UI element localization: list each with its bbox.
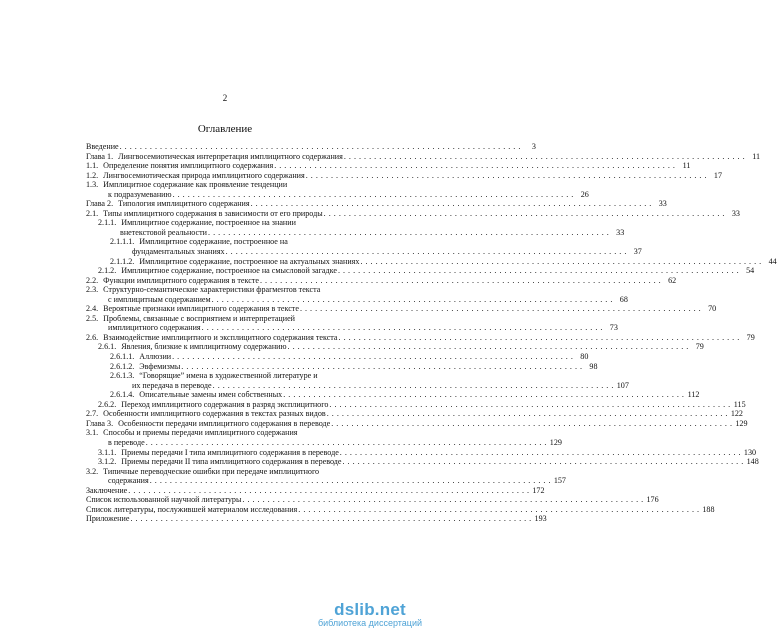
toc-page-number: 129 — [549, 437, 562, 447]
toc-entry — [86, 266, 755, 276]
toc-page-number: 112 — [687, 390, 700, 400]
toc-entry-number: 2.6.1.4. — [110, 390, 135, 400]
toc-page-number: 26 — [580, 189, 589, 199]
toc-entry-number: 3.1.2. — [98, 457, 117, 467]
toc-entry-title: Функции имплицитного содержания в тексте — [103, 275, 259, 285]
dot-leader: . . . . . . . . . . . . . . . . . . . . . . . . . . . . . . . . . . . . . . . . . . . . . . . . . . . . . . . . . . . . . . . . . . . . . . . . . . . . . . . . — [225, 247, 627, 257]
toc-entry-title: Список литературы, послужившей материалом исследования — [86, 504, 298, 514]
dot-leader: . . . . . . . . . . . . . . . . . . . . . . . . . . . . . . . . . . . . . . . . . . . . . . . . . . . . . . . . . . . . . . . . . . . . . . . . . . . . . . . . — [287, 342, 689, 352]
toc-page-number: 11 — [752, 151, 761, 161]
toc-entry-title: Особенности имплицитного содержания в текстах разных видов — [103, 409, 326, 419]
toc-page-number: 44 — [768, 256, 777, 266]
dot-leader: . . . . . . . . . . . . . . . . . . . . . . . . . . . . . . . . . . . . . . . . . . . . . . . . . . . . . . . . . . . . . . . . . . . . . . . . . . . . . . . . — [299, 304, 702, 314]
dot-leader: . . . . . . . . . . . . . . . . . . . . . . . . . . . . . . . . . . . . . . . . . . . . . . . . . . . . . . . . . . . . . . . . . . . . . . . . . . . . . . . . — [274, 161, 676, 171]
toc-page-number: 68 — [619, 294, 628, 304]
dot-leader: . . . . . . . . . . . . . . . . . . . . . . . . . . . . . . . . . . . . . . . . . . . . . . . . . . . . . . . . . . . . . . . . . . . . . . . . . . . . . . . . — [323, 208, 725, 218]
toc-entry — [86, 371, 629, 390]
toc-entry-title: Типичные переводческие ошибки при передаче имплицитного — [103, 466, 320, 476]
toc-page-number: 98 — [589, 361, 598, 371]
toc-page-number: 33 — [616, 227, 625, 237]
toc-entry-title: Типология имплицитного содержания — [118, 199, 250, 209]
toc-entry — [86, 142, 536, 152]
toc-entry — [86, 256, 777, 267]
toc-entry-number: 3.2. — [86, 466, 99, 476]
toc-entry-title: Лингвосемиотическая природа имплицитного содержания — [103, 170, 305, 180]
toc-entry — [86, 409, 743, 419]
toc-entry-title: Имплицитное содержание как проявление тенденции — [103, 180, 288, 190]
toc-entry-number: 3.1.1. — [98, 447, 117, 457]
toc-entry — [86, 180, 589, 199]
dot-leader: . . . . . . . . . . . . . . . . . . . . . . . . . . . . . . . . . . . . . . . . . . . . . . . . . . . . . . . . . . . . . . . . . . . . . . . . . . . . . . . . — [145, 437, 547, 447]
toc-entry — [86, 151, 761, 162]
toc-page-number: 33 — [731, 208, 740, 218]
toc-entry — [86, 399, 746, 410]
toc-entry-title: Приемы передачи I типа имплицитного содержания в переводе — [121, 447, 339, 457]
toc-entry-title: Способы и приемы передачи имплицитного содержания — [103, 428, 298, 438]
toc-entry — [86, 428, 562, 447]
toc-entry-title: Эвфемизмы — [139, 361, 181, 371]
toc-entry-number: 3.1. — [86, 428, 99, 438]
toc-entry-title: Вероятные признаки имплицитного содержания в тексте — [103, 304, 299, 314]
toc-entry — [86, 275, 677, 286]
toc-entry-number: 1.1. — [86, 161, 99, 171]
toc-entry — [86, 418, 748, 429]
toc-entry-title: Проблемы, связанные с восприятием и интерпретацией — [103, 313, 296, 323]
dot-leader: . . . . . . . . . . . . . . . . . . . . . . . . . . . . . . . . . . . . . . . . . . . . . . . . . . . . . . . . . . . . . . . . . . . . . . . . . . . . . . . . — [211, 294, 613, 304]
toc-entry-number: 2.6. — [86, 332, 99, 342]
toc-entry — [86, 313, 618, 333]
toc-title: Оглавление — [197, 123, 253, 135]
dot-leader: . . . . . . . . . . . . . . . . . . . . . . . . . . . . . . . . . . . . . . . . . . . . . . . . . . . . . . . . . . . . . . . . . . . . . . . . . . . . . . . . — [181, 361, 583, 371]
toc-entry-title: их передача в переводе — [132, 380, 212, 390]
toc-entry — [86, 237, 642, 257]
toc-entry — [86, 495, 659, 505]
toc-entry-number: 2.6.1.2. — [110, 361, 135, 371]
toc-page-number: 148 — [746, 457, 759, 467]
toc-entry-number: 2.1.2. — [98, 266, 117, 276]
dot-leader: . . . . . . . . . . . . . . . . . . . . . . . . . . . . . . . . . . . . . . . . . . . . . . . . . . . . . . . . . . . . . . . . . . . . . . . . . . . . . . . . — [172, 189, 574, 199]
toc-entry-number: 2.6.1. — [98, 342, 117, 352]
toc-page-number: 122 — [730, 409, 743, 419]
dot-leader: . . . . . . . . . . . . . . . . . . . . . . . . . . . . . . . . . . . . . . . . . . . . . . . . . . . . . . . . . . . . . . . . . . . . . . . . . . . . . . . . — [338, 332, 740, 342]
toc-entry-number: 1.2. — [86, 170, 99, 180]
toc-entry-title: Имплицитное содержание, построенное на актуальных знаниях — [139, 256, 360, 266]
toc-page-number: 3 — [531, 142, 536, 151]
toc-entry — [86, 199, 667, 209]
dot-leader: . . . . . . . . . . . . . . . . . . . . . . . . . . . . . . . . . . . . . . . . . . . . . . . . . . . . . . . . . . . . . . . . . . . . . . . . . . . . . . . . — [343, 151, 746, 161]
toc-page-number: 176 — [646, 495, 659, 505]
toc-entry-title: Лингвосемиотическая интерпретация имплицитного содержания — [118, 151, 343, 161]
toc-entry-title: в переводе — [108, 437, 145, 447]
toc-entry — [86, 361, 598, 372]
toc-entry-number: 2.3. — [86, 285, 99, 295]
toc-entry — [86, 218, 625, 237]
toc-entry-number: 2.6.2. — [98, 399, 117, 409]
toc-page-number: 54 — [746, 266, 755, 276]
dot-leader: . . . . . . . . . . . . . . . . . . . . . . . . . . . . . . . . . . . . . . . . . . . . . . . . . . . . . . . . . . . . . . . . . . . . . . . . . . . . . . . . — [326, 409, 728, 419]
toc-entry — [86, 457, 759, 467]
toc-entry-title: внетекстовой реальности — [120, 227, 208, 237]
watermark-logo: dslib.net — [334, 600, 406, 619]
dot-leader: . . . . . . . . . . . . . . . . . . . . . . . . . . . . . . . . . . . . . . . . . . . . . . . . . . . . . . . . . . . . . . . . . . . . . . . . . . . . . . . . — [360, 256, 762, 266]
dot-leader: . . . . . . . . . . . . . . . . . . . . . . . . . . . . . . . . . . . . . . . . . . . . . . . . . . . . . . . . . . . . . . . . . . . . . . . . . . . . . . . . — [331, 418, 733, 428]
toc-entry-number: 2.6.1.1. — [110, 352, 135, 362]
toc-entry — [86, 514, 547, 524]
toc-entry-title: Имплицитное содержание, построенное на — [139, 237, 288, 247]
toc-entry-number: 1.3. — [86, 180, 99, 190]
dot-leader: . . . . . . . . . . . . . . . . . . . . . . . . . . . . . . . . . . . . . . . . . . . . . . . . . . . . . . . . . . . . . . . . . . . . . . . . . . . . . . . . — [149, 476, 551, 486]
toc-entry-number: 2.1.1.1. — [110, 237, 135, 247]
toc-page-number: 33 — [658, 199, 667, 209]
toc-entry-number: 2.7. — [86, 409, 99, 419]
toc-entry-title: к подразумеванию — [108, 189, 172, 199]
dot-leader: . . . . . . . . . . . . . . . . . . . . . . . . . . . . . . . . . . . . . . . . . . . . . . . . . . . . . . . . . . . . . . . . . . . . . . . . . . . . . . . . — [337, 266, 740, 276]
toc-page-number: 172 — [532, 485, 545, 495]
dot-leader: . . . . . . . . . . . . . . . . . . . . . . . . . . . . . . . . . . . . . . . . . . . . . . . . . . . . . . . . . . . . . . . . . . . . . . . . . . . . . . . . — [305, 170, 707, 180]
dot-leader: . . . . . . . . . . . . . . . . . . . . . . . . . . . . . . . . . . . . . . . . . . . . . . . . . . . . . . . . . . . . . . . . . . . . . . . . . . . . . . . . — [283, 390, 685, 400]
toc-entry — [86, 285, 628, 304]
toc-entry-title: Переход имплицитного содержания в разряд эксплицитного — [121, 399, 329, 409]
toc-entry-title: имплицитного содержания — [108, 323, 201, 333]
toc-entry-title: с имплицитным содержанием — [108, 294, 211, 304]
toc-entry-number: Глава 2. — [86, 199, 114, 209]
toc-page-number: 193 — [534, 514, 547, 524]
toc-page-number: 79 — [746, 332, 755, 342]
table-of-contents — [86, 142, 777, 524]
toc-page-number: 62 — [668, 275, 677, 285]
toc-entry-title: Явления, близкие к имплицитному содержанию — [121, 342, 287, 352]
toc-page-number: 115 — [733, 399, 746, 409]
toc-entry — [86, 170, 722, 181]
toc-entry-number: 2.1.1.2. — [110, 256, 135, 266]
dot-leader: . . . . . . . . . . . . . . . . . . . . . . . . . . . . . . . . . . . . . . . . . . . . . . . . . . . . . . . . . . . . . . . . . . . . . . . . . . . . . . . . — [172, 352, 574, 362]
toc-page-number: 73 — [609, 323, 618, 333]
toc-entry-title: Введение — [86, 142, 119, 151]
toc-entry-number: 2.4. — [86, 304, 99, 314]
toc-entry-title: Заключение — [86, 485, 128, 495]
dot-leader: . . . . . . . . . . . . . . . . . . . . . . . . . . . . . . . . . . . . . . . . . . . . . . . . . . . . . . . . . . . . . . . . . . . . . . . . . . . . . . . . — [259, 275, 662, 285]
toc-entry — [86, 504, 715, 515]
toc-entry — [86, 304, 717, 314]
toc-entry — [86, 447, 757, 458]
toc-entry-title: Взаимодействие имплицитного и эксплицитного содержания текста — [103, 332, 338, 342]
toc-entry-number: Глава 3. — [86, 418, 114, 428]
toc-entry-title: “Говорящие” имена в художественной литературе и — [139, 371, 318, 381]
toc-entry-title: Определение понятия имплицитного содержания — [103, 161, 274, 171]
toc-entry-title: Приемы передачи II типа имплицитного содержания в переводе — [121, 457, 342, 467]
toc-entry-title: Описательные замены имен собственных — [139, 390, 283, 400]
toc-page-number: 80 — [580, 352, 589, 362]
dot-leader: . . . . . . . . . . . . . . . . . . . . . . . . . . . . . . . . . . . . . . . . . . . . . . . . . . . . . . . . . . . . . . . . . . . . . . . . . . . . . . . . — [298, 504, 700, 514]
toc-page-number: 130 — [743, 447, 757, 457]
toc-page-number: 70 — [708, 304, 717, 314]
toc-page-number: 37 — [633, 247, 642, 257]
dot-leader: . . . . . . . . . . . . . . . . . . . . . . . . . . . . . . . . . . . . . . . . . . . . . . . . . . . . . . . . . . . . . . . . . . . . . . . . . . . . . . . . — [212, 380, 614, 390]
toc-page-number: 17 — [713, 170, 722, 180]
toc-entry-number: 2.1. — [86, 208, 99, 218]
toc-entry-title: Аллюзии — [139, 352, 172, 362]
dot-leader: . . . . . . . . . . . . . . . . . . . . . . . . . . . . . . . . . . . . . . . . . . . . . . . . . . . . . . . . . . . . . . . . . . . . . . . . . . . . . . . . — [201, 323, 603, 333]
page-number: 2 — [222, 93, 228, 103]
dot-leader: . . . . . . . . . . . . . . . . . . . . . . . . . . . . . . . . . . . . . . . . . . . . . . . . . . . . . . . . . . . . . . . . . . . . . . . . . . . . . . . . — [242, 495, 644, 505]
toc-entry-title: Типы имплицитного содержания в зависимости от его природы — [103, 208, 323, 218]
toc-entry — [86, 342, 704, 352]
toc-entry-number: Глава 1. — [86, 151, 114, 161]
dot-leader: . . . . . . . . . . . . . . . . . . . . . . . . . . . . . . . . . . . . . . . . . . . . . . . . . . . . . . . . . . . . . . . . . . . . . . . . . . . . . . . . — [329, 399, 731, 409]
toc-entry-title: Особенности передачи имплицитного содержания в переводе — [118, 418, 331, 428]
watermark-subtitle: библиотека диссертаций — [317, 618, 422, 628]
toc-entry-title: Имплицитное содержание, построенное на знании — [121, 218, 296, 228]
toc-entry — [86, 466, 566, 486]
toc-page-number: 107 — [616, 380, 629, 390]
toc-entry-number: 2.6.1.3. — [110, 371, 135, 381]
toc-entry-number: 2.2. — [86, 275, 99, 285]
toc-page-number: 157 — [553, 476, 566, 486]
toc-entry — [86, 352, 589, 362]
toc-entry — [86, 161, 691, 171]
site-watermark[interactable] — [300, 600, 440, 628]
dot-leader: . . . . . . . . . . . . . . . . . . . . . . . . . . . . . . . . . . . . . . . . . . . . . . . . . . . . . . . . . . . . . . . . . . . . . . . . . . . . . . . . — [119, 142, 521, 151]
toc-page-number: 129 — [735, 418, 748, 428]
dot-leader: . . . . . . . . . . . . . . . . . . . . . . . . . . . . . . . . . . . . . . . . . . . . . . . . . . . . . . . . . . . . . . . . . . . . . . . . . . . . . . . . — [208, 227, 610, 237]
toc-entry-title: содержания — [108, 476, 149, 486]
toc-entry-title: Структурно-семантические характеристики фрагментов текста — [103, 285, 321, 295]
toc-entry — [86, 208, 740, 219]
toc-page-number: 79 — [695, 342, 704, 352]
dot-leader: . . . . . . . . . . . . . . . . . . . . . . . . . . . . . . . . . . . . . . . . . . . . . . . . . . . . . . . . . . . . . . . . . . . . . . . . . . . . . . . . — [250, 199, 652, 209]
toc-entry-number: 2.5. — [86, 313, 99, 323]
toc-entry — [86, 332, 755, 343]
toc-page-number: 188 — [702, 504, 715, 514]
dot-leader: . . . . . . . . . . . . . . . . . . . . . . . . . . . . . . . . . . . . . . . . . . . . . . . . . . . . . . . . . . . . . . . . . . . . . . . . . . . . . . . . — [130, 514, 532, 524]
toc-entry — [86, 485, 545, 496]
toc-entry-title: Имплицитное содержание, построенное на смысловой загадке — [121, 266, 337, 276]
toc-entry — [86, 390, 700, 400]
dot-leader: . . . . . . . . . . . . . . . . . . . . . . . . . . . . . . . . . . . . . . . . . . . . . . . . . . . . . . . . . . . . . . . . . . . . . . . . . . . . . . . . — [128, 485, 530, 495]
dot-leader: . . . . . . . . . . . . . . . . . . . . . . . . . . . . . . . . . . . . . . . . . . . . . . . . . . . . . . . . . . . . . . . . . . . . . . . . . . . . . . . . — [339, 447, 742, 457]
dot-leader: . . . . . . . . . . . . . . . . . . . . . . . . . . . . . . . . . . . . . . . . . . . . . . . . . . . . . . . . . . . . . . . . . . . . . . . . . . . . . . . . — [342, 457, 744, 467]
toc-entry-title: Список использованной научной литературы — [86, 495, 242, 505]
toc-entry-title: Приложение — [86, 514, 130, 524]
toc-entry-title: фундаментальных знаниях — [132, 247, 225, 257]
toc-entry-number: 2.1.1. — [98, 218, 117, 228]
toc-page-number: 11 — [682, 161, 691, 171]
